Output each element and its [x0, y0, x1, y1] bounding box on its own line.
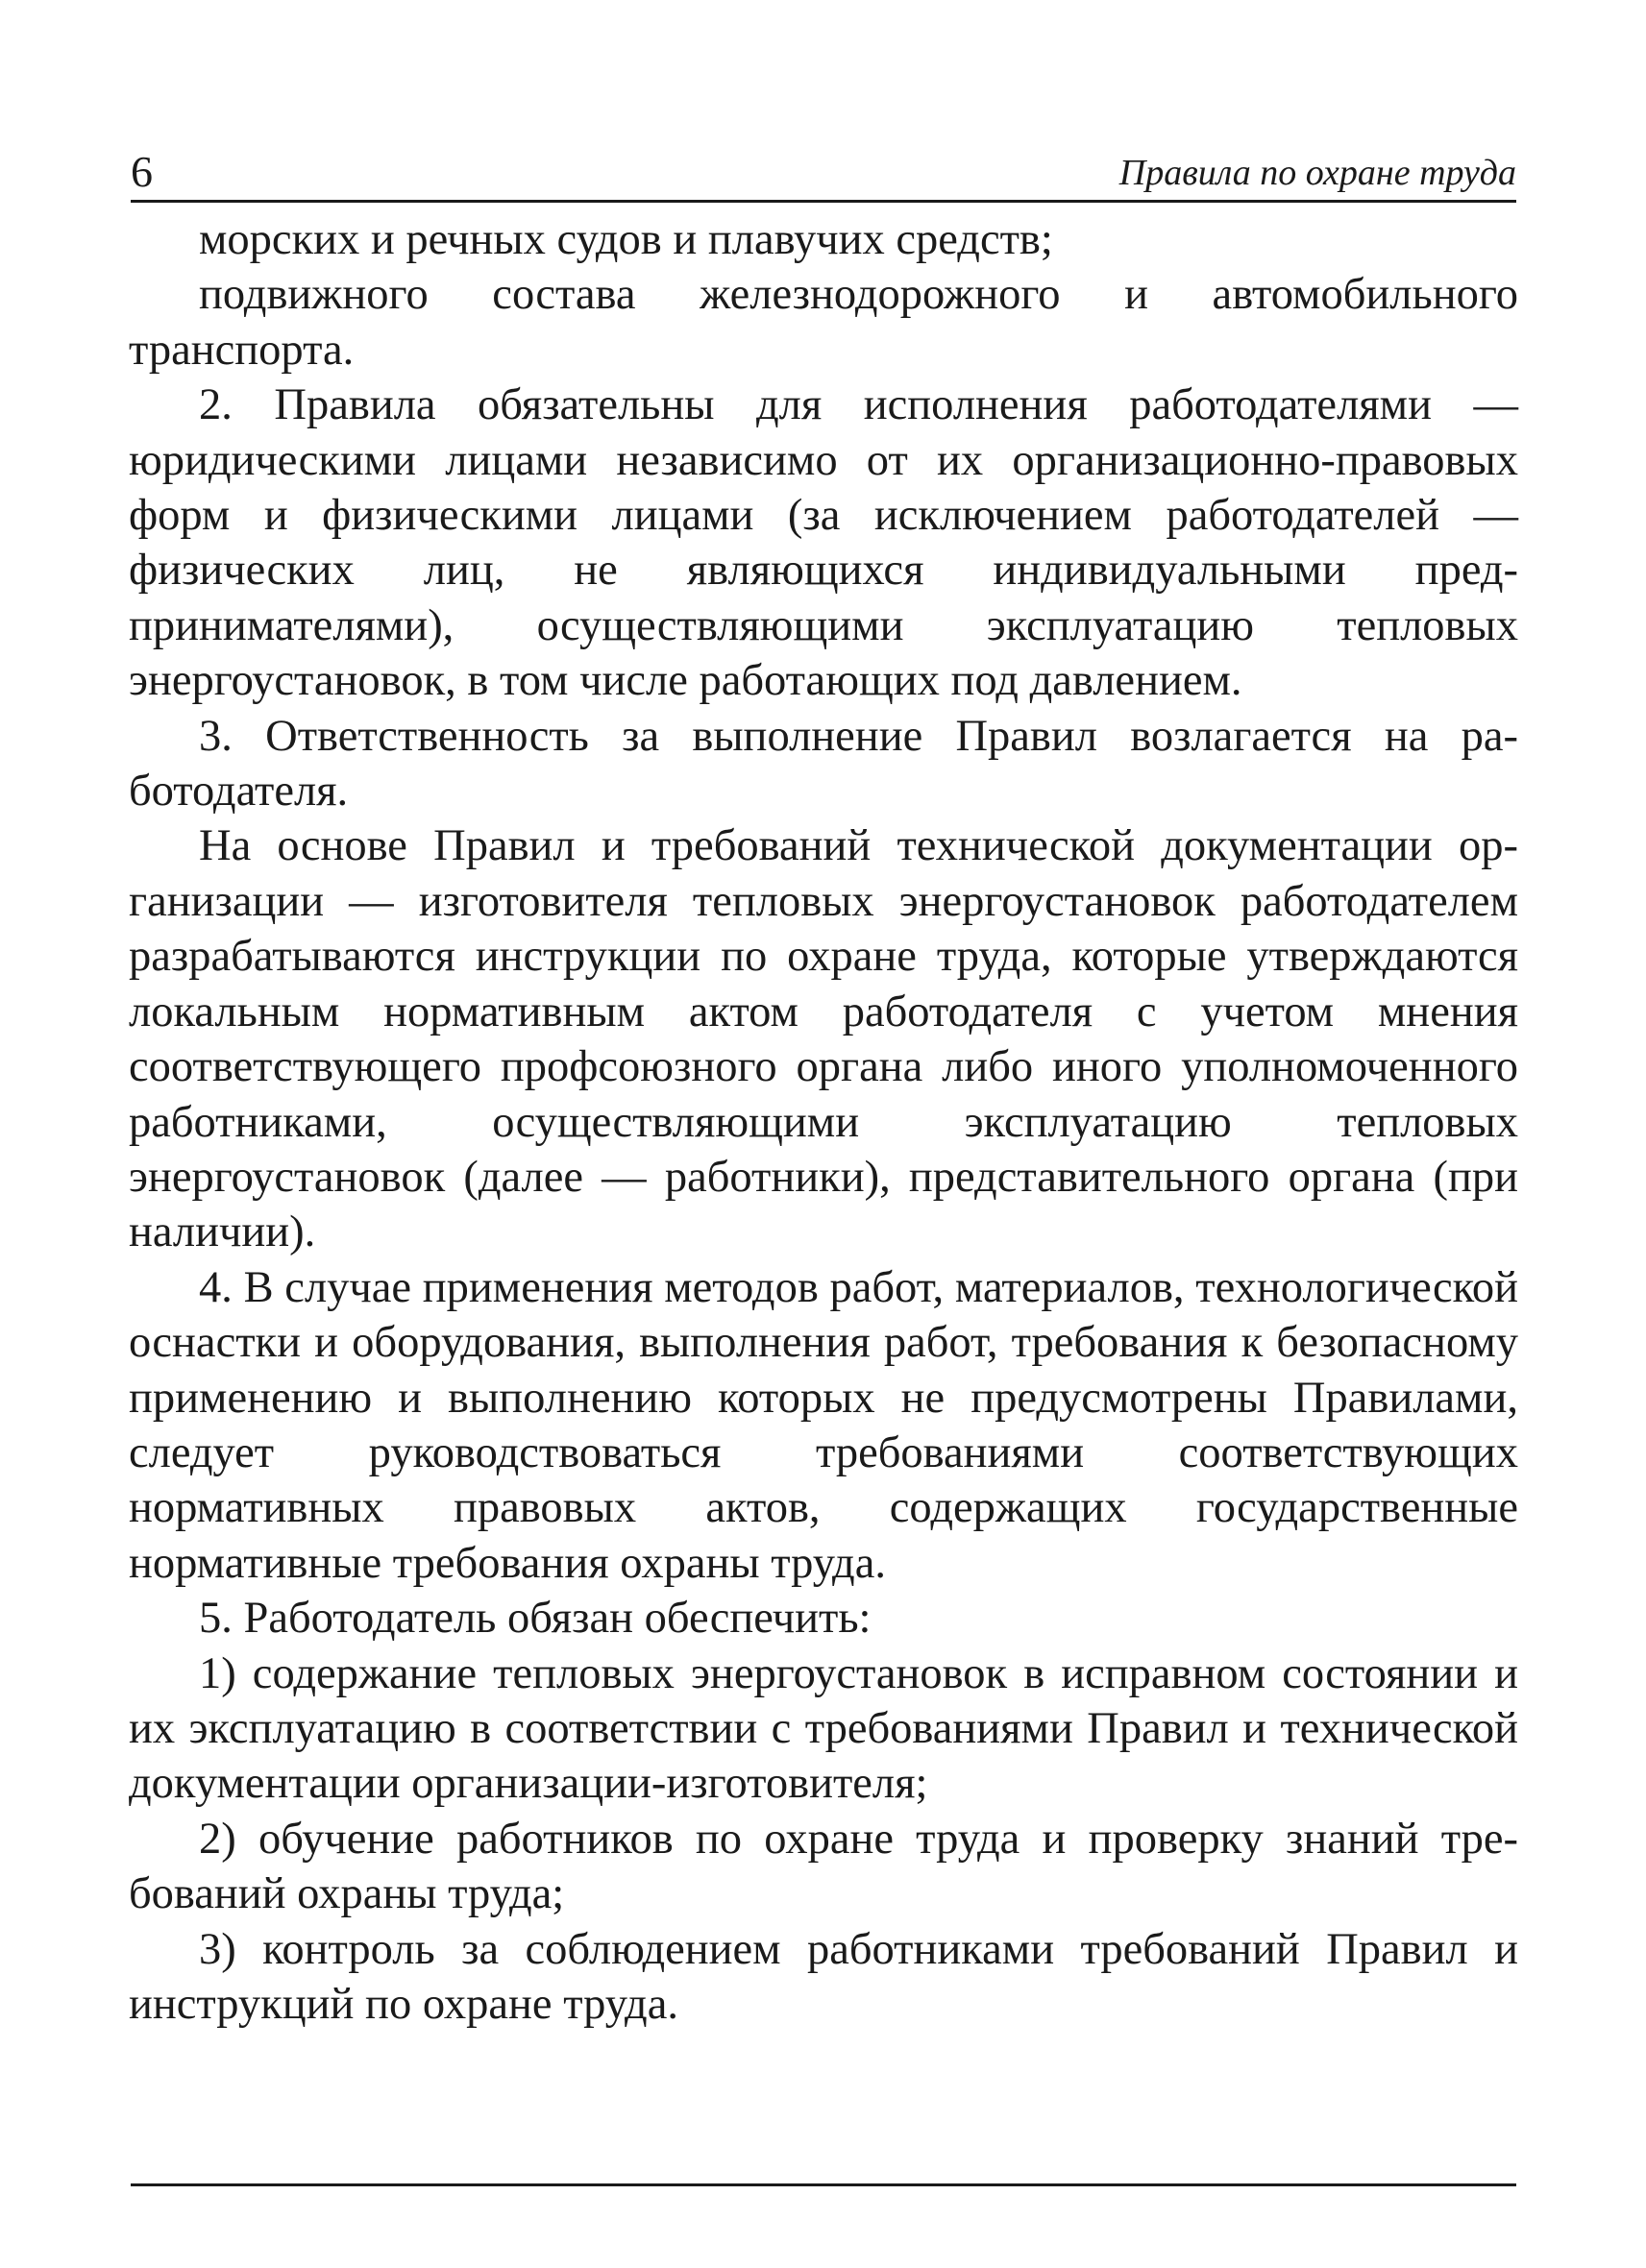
- paragraph-item-5: 5. Работодатель обязан обеспечить:: [199, 1594, 872, 1644]
- list-item-3: 3) контроль за соблюдением работниками требований Правил и инструкций по охране труда.: [129, 1924, 1518, 2029]
- running-header: [131, 144, 1516, 203]
- paragraph-instructions: На основе Правил и требований технической документации организации — изготовителя тепловых энергоустановок работодателем разрабатываются инструкции по охране труда, которые утверждаются локальным нормативным актом работодателя с учетом мнения соответствующего профсоюзного органа либо иного уполномоченного работниками, осуществляющими эксплуатацию тепловых энергоустановок (далее — работники), представительного органа (при наличии).: [129, 821, 1518, 1257]
- body-text: [129, 212, 1518, 2032]
- paragraph-rolling-stock: подвижного состава железнодорожного и автомобильного транспорта.: [129, 270, 1518, 375]
- running-title: Правила по охране труда: [1118, 153, 1516, 193]
- list-item-2: 2) обучение работников по охране труда и проверку знаний требований охраны труда;: [129, 1814, 1518, 1919]
- paragraph-vessels: морских и речных судов и плавучих средств;: [199, 215, 1053, 264]
- paragraph-item-3: 3. Ответственность за выполнение Правил возлагается на работодателя.: [129, 711, 1518, 817]
- list-item-1: 1) содержание тепловых энергоустановок в исправном состоянии и их эксплуатацию в соответствии с требованиями Правил и технической документации организации-изготовителя;: [129, 1648, 1518, 1809]
- paragraph-item-2: 2. Правила обязательны для исполнения работодателями — юридическими лицами независимо от их организационно-правовых форм и физическими лицами (за исключением работодателей — физических лиц, не являющихся индивидуальными предпринимателями), осуществляющими эксплуатацию тепловых энергоустановок, в том числе работающих под давлением.: [129, 380, 1518, 706]
- paragraph-item-4: 4. В случае применения методов работ, материалов, технологической оснастки и оборудования, выполнения работ, требования к безопасному применению и выполнению которых не предусмотрены Правилами, следует руководствоваться требованиями соответствующих нормативных правовых актов, содержащих государственные нормативные требования охраны труда.: [129, 1262, 1518, 1588]
- bottom-rule: [131, 2183, 1516, 2186]
- page-number: 6: [131, 147, 153, 196]
